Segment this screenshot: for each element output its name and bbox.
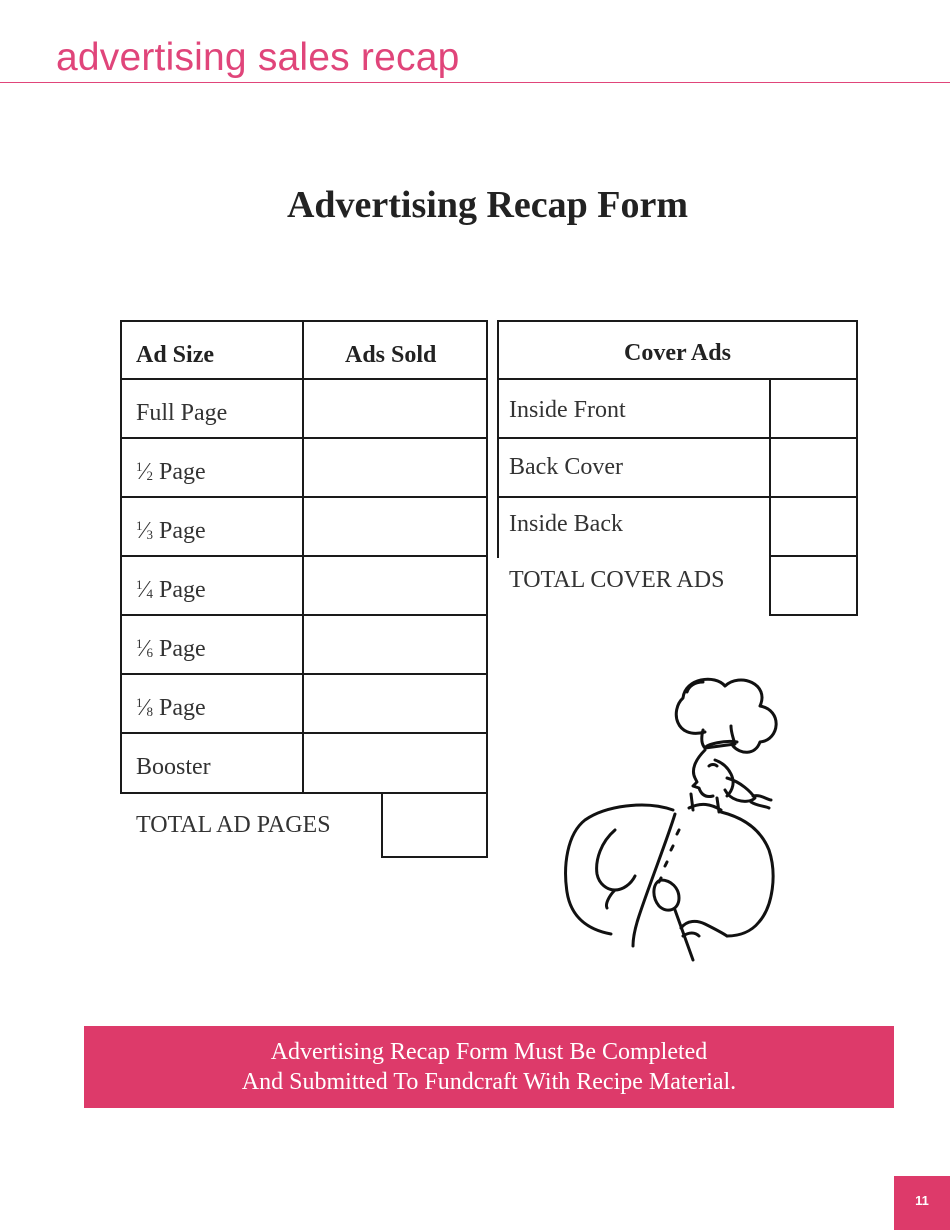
submission-notice <box>84 1026 894 1108</box>
total-ad-pages-label: TOTAL AD PAGES <box>136 812 331 838</box>
ad-table-rule <box>120 378 488 380</box>
cover-table-rule <box>497 496 858 498</box>
ad-table-border <box>120 320 488 794</box>
notice-line-1: Advertising Recap Form Must Be Completed <box>270 1039 708 1065</box>
ad-size-label: $^1⁄_6$ Page <box>136 636 206 662</box>
ad-table-rule <box>120 437 488 439</box>
ad-table-rule <box>120 555 488 557</box>
ad-table-rule <box>120 496 488 498</box>
chef-illustration <box>555 670 795 970</box>
cover-ad-label: Inside Back <box>509 511 623 537</box>
ad-table-rule <box>120 673 488 675</box>
total-cover-ads-label: TOTAL COVER ADS <box>509 567 725 593</box>
ad-size-label: Booster <box>136 754 211 780</box>
header-rule <box>0 82 950 83</box>
total-ad-pages-field[interactable] <box>381 792 488 858</box>
cover-ad-label: Back Cover <box>509 454 623 480</box>
ad-table-divider <box>302 320 304 794</box>
section-title: advertising sales recap <box>56 36 460 79</box>
ad-size-label: $^1⁄_4$ Page <box>136 577 206 603</box>
notice-line-2: And Submitted To Fundcraft With Recipe Material. <box>241 1069 737 1095</box>
col-ads-sold-header: Ads Sold <box>345 342 437 368</box>
ad-size-label: Full Page <box>136 400 228 426</box>
ad-size-label: $^1⁄_3$ Page <box>136 518 206 544</box>
ad-table-rule <box>120 614 488 616</box>
ad-size-label: $^1⁄_8$ Page <box>136 695 206 721</box>
form-title: Advertising Recap Form <box>286 184 689 226</box>
cover-table-divider <box>856 555 858 616</box>
cover-table-rule <box>497 437 858 439</box>
cover-table-divider <box>769 378 771 616</box>
cover-table-rule <box>769 555 858 557</box>
cover-ad-label: Inside Front <box>509 397 626 423</box>
page-number: 11 <box>894 1176 950 1230</box>
ad-table-rule <box>120 732 488 734</box>
cover-table-rule <box>497 378 858 380</box>
ad-size-label: $^1⁄_2$ Page <box>136 459 206 485</box>
col-ad-size-header: Ad Size <box>136 342 214 368</box>
cover-table-rule <box>769 614 858 616</box>
cover-ads-header: Cover Ads <box>624 340 731 366</box>
